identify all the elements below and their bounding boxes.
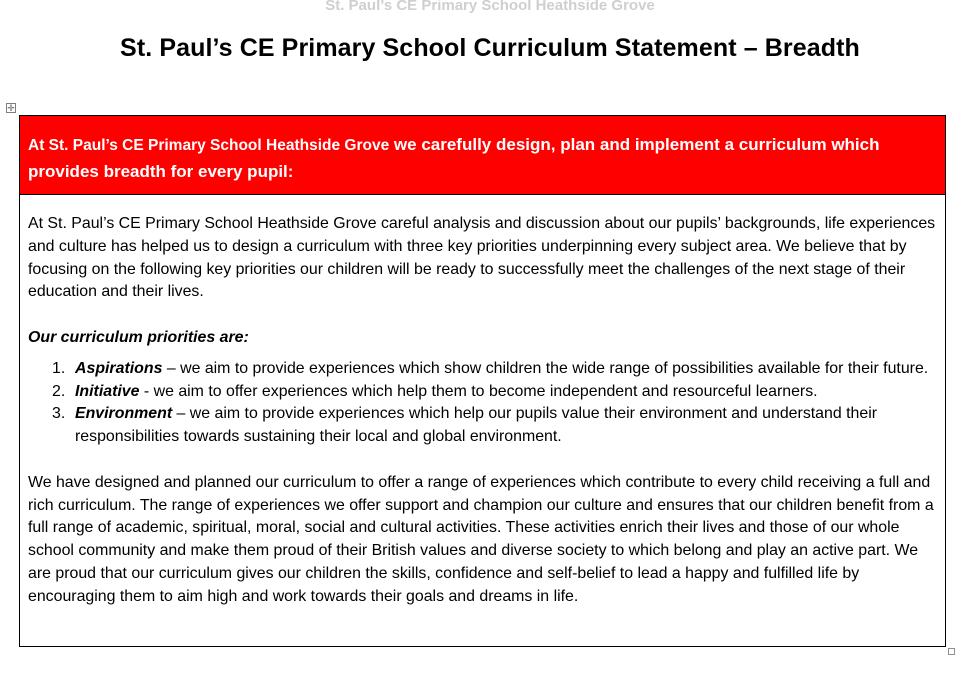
priorities-heading: Our curriculum priorities are: — [28, 328, 249, 346]
header-lead-text: At St. Paul’s CE Primary School Heathside Grove — [28, 137, 390, 154]
priority-text: - we aim to offer experiences which help them to become independent and resourceful learners. — [139, 382, 818, 400]
table-header-cell — [20, 116, 945, 195]
priority-item — [28, 403, 937, 449]
priority-term: Aspirations — [75, 359, 163, 377]
table-move-icon[interactable]: ✛ — [7, 103, 15, 113]
priority-item — [28, 358, 937, 381]
intro-paragraph: At St. Paul’s CE Primary School Heathside Grove careful analysis and discussion about our pupils’ backgrounds, life experiences and culture has helped us to design a curriculum with three key priorities underpinning every subject area. We believe that by focusing on the following key priorities our children will be ready to successfully meet the challenges of the next stage of their education and their lives. — [28, 215, 936, 301]
priority-text: – we aim to provide experiences which help our pupils value their environment and understand their responsibilities towards sustaining their local and global environment. — [75, 405, 878, 446]
closing-paragraph: We have designed and planned our curriculum to offer a range of experiences which contribute to every child receiving a full and rich curriculum. The range of experiences we offer support and champion our culture and ensures that our children benefit from a full range of academic, spiritual, moral, social and cultural activities. These activities enrich their lives and those of our whole school community and make them proud of their British values and diverse society to which belong and play an active part. We are proud that our curriculum gives our children the skills, confidence and self-belief to lead a happy and fulfilled life by encouraging them to aim high and work towards their goals and dreams in life. — [28, 473, 934, 605]
header-rest-text: we carefully design, plan and implement a curriculum which provides breadth for every pupil: — [28, 135, 880, 181]
priority-number: 3. — [52, 405, 66, 423]
priority-term: Initiative — [75, 382, 140, 400]
priority-term: Environment — [75, 405, 173, 423]
priority-item — [28, 381, 937, 404]
page-header-ghost: St. Paul’s CE Primary School Heathside Grove — [325, 0, 655, 14]
priority-number: 1. — [52, 359, 66, 377]
statement-table — [19, 115, 946, 647]
priority-number: 2. — [52, 382, 66, 400]
table-resize-icon[interactable] — [948, 648, 955, 655]
priority-text: – we aim to provide experiences which show children the wide range of possibilities available for their future. — [162, 359, 929, 377]
table-body-cell[interactable] — [20, 195, 945, 609]
document-title: St. Paul’s CE Primary School Curriculum Statement – Breadth — [120, 34, 860, 62]
priorities-list — [28, 358, 937, 449]
